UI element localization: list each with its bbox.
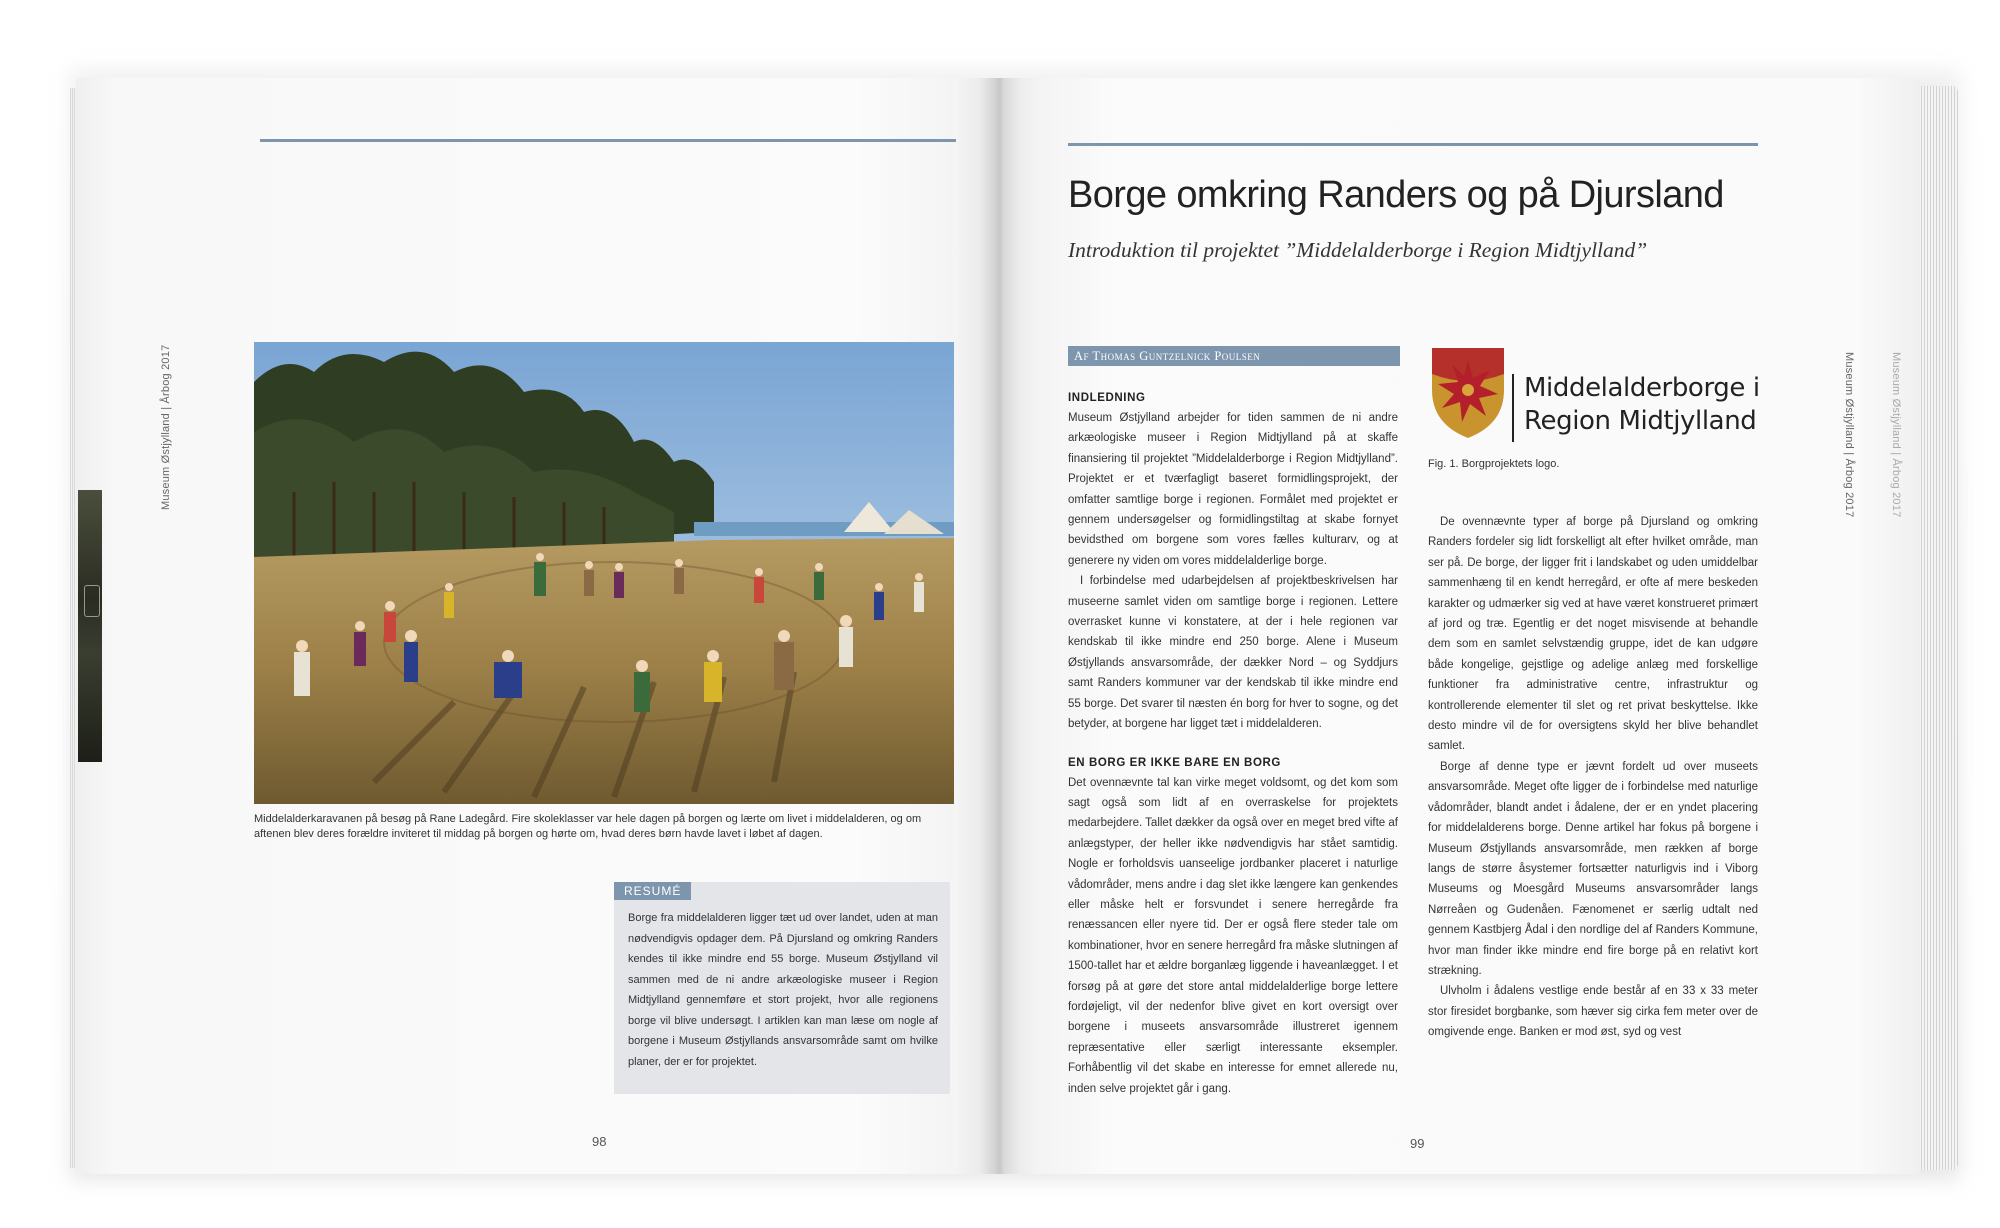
resume-box: [614, 882, 950, 1094]
paragraph: Ulvholm i ådalens vestlige ende består af en 33 x 33 meter stor firesidet borgbanke, som hæver sig cirka fem meter over de omgivende enge. Banken er mod øst, syd og vest: [1428, 985, 1758, 1039]
article-subtitle: Introduktion til projektet ”Middelalderborge i Region Midtjylland”: [1068, 238, 1648, 262]
running-head-right: Museum Østjylland | Årbog 2017: [1843, 352, 1855, 518]
resume-heading: RESUMÉ: [614, 882, 691, 900]
photo-rane-ladegaard: [254, 342, 954, 804]
logo-line-2: Region Midtjylland: [1524, 406, 1757, 436]
page-number-right: 99: [1410, 1136, 1425, 1151]
paragraph: Museum Østjylland arbejder for tiden sammen de ni andre arkæologiske museer i Region Midtjylland på at skaffe finansiering til projektet ”Middelalderborge i Region Midtjylland”. Projektet er et tværfagligt baseret formidlingsprojekt, der omfatter samtlige borge i regionen. Formålet med projektet er gennem undersøgelser og formidlingstiltag at skabe fornyet bevidsthed om borgene som vores fælles kulturarv, og at generere ny viden om vores middelalderlige borge.: [1068, 412, 1398, 567]
thumb-image-sliver: [78, 490, 102, 762]
text-column-1: [1068, 388, 1398, 1095]
paragraph: Det ovennævnte tal kan virke meget voldsomt, og det kom som sagt også som lidt af en overraskelse for projektets medarbejdere. Tallet dækker da også over en meget bred vifte af anlægstyper, der heller ikke nødvendigvis har stået samtidig. Nogle er forholdsvis uanseelige jordbanker placeret i naturlige vådområder, mens andre i dag slet ikke længere kan genkendes eller måske helt er forsvundet i senere herregårde fra renæssancen eller nyere tid. Der er også flere steder tale om kombinationer, hvor en senere herregård fra måske slutningen af 1500-tallet har et ældre borganlæg liggende i haveanlægget. I et forsøg på at gøre det store antal middelalderlige borge lettere fordøjeligt, vil der nedenfor blive givet en kort oversigt over borgene i museets ansvarsområde illustreret igennem repræsentative eller særligt interessante eksempler. Forhåbentlig vil det skabe en interesse for emnet allerede nu, inden selve projektet går i gang.: [1068, 776, 1398, 1095]
page-number-left: 98: [592, 1134, 607, 1149]
author-bar: Af Thomas Guntzelnick Poulsen: [1068, 346, 1400, 366]
photo-caption: Middelalderkaravanen på besøg på Rane Ladegård. Fire skoleklasser var hele dagen på borgen og lærte om livet i middelalderen, og om aftenen blev deres forældre inviteret til middag på borgen og hørte om, hvad deres børn havde lavet i løbet af dagen.: [254, 813, 922, 840]
logo-line-1: Middelalderborge i: [1524, 373, 1760, 403]
running-head-next-page: Museum Østjylland | Årbog 2017: [1890, 352, 1902, 518]
paragraph: I forbindelse med udarbejdelsen af projektbeskrivelsen har museerne samlet viden om samtlige borge i regionen. Lettere overrasket kunne vi konstatere, at der i hele regionen var kendskab til ikke mindre end 250 borge. Alene i Museum Østjyllands ansvarsområde, der dækker Nord – og Syddjurs samt Randers kommuner var der kendskab til ikke mindre end 55 borge. Det svarer til næsten én borg for hver to sogne, og det betyder, at borgene har ligget tæt i middelalderen.: [1068, 575, 1398, 731]
section-heading-indledning: INDLEDNING: [1068, 392, 1146, 404]
logo-text: [1524, 372, 1760, 438]
page-stack-right: [1918, 86, 1958, 1170]
top-rule-left: [260, 139, 956, 142]
resume-text: Borge fra middelalderen ligger tæt ud over landet, uden at man nødvendigvis opdager dem. På Djursland og omkring Randers kendes til ikke mindre end 55 borge. Museum Østjylland vil sammen med de ni andre arkæologiske museer i Region Midtjylland gennemføre et stort projekt, hvor alle regionens borge vil blive undersøgt. I artiklen kan man læse om nogle af borgene i Museum Østjyllands ansvarsområde samt om hvilke planer, der er for projektet.: [628, 912, 938, 1068]
top-rule-right: [1068, 143, 1758, 146]
gutter-shadow: [980, 78, 1020, 1174]
logo-divider: [1512, 374, 1514, 442]
paragraph: De ovennævnte typer af borge på Djursland og omkring Randers fordeler sig lidt forskelligt alt efter hvilket område, man ser på. De borge, der ligger frit i landskabet og uden umiddelbar sammenhæng til en kendt herregård, er ofte af mere beskeden karakter og udmærker sig ved at have været konstrueret primært af jord og træ. Egentlig er det noget misvisende at behandle dem som en samlet selvstændig gruppe, idet de kan udgøre både kongelige, gejstlige og adelige anlæg med forskellige funktioner fra administrative centre, infrastruktur og kontrollerende elementer til slet og ret privat beskyttelse. Ikke desto mindre vil de for oversigtens skyld her blive behandlet samlet.: [1428, 516, 1758, 753]
shield-star-icon: [1428, 344, 1508, 440]
running-head-left: Museum Østjylland | Årbog 2017: [160, 344, 172, 510]
text-column-2: [1428, 512, 1758, 1043]
project-logo: [1428, 344, 1768, 440]
paragraph: Borge af denne type er jævnt fordelt ud over museets ansvarsområde. Meget ofte ligger de i forbindelse med naturlige vådområder, blandt andet i ådalene, der er en yndet placering for middelalderens borge. Denne artikel har fokus på borgene i Museum Østjyllands ansvarsområde, men rækken af borge langs de større åsystemer fortsætter naturligvis ind i Viborg Museums og Moesgård Museums ansvarsområder langs Nørreåen og Gudenåen. Fænomenet er særlig udtalt ned gennem Kastbjerg Ådal i den nordlige del af Randers Kommune, hvor man finder ikke mindre end fire borge på en relativt kort strækning.: [1428, 760, 1758, 977]
photo-illustration: [254, 342, 954, 804]
section-heading-en-borg: EN BORG ER IKKE BARE EN BORG: [1068, 756, 1281, 769]
figure-caption: Fig. 1. Borgprojektets logo.: [1428, 458, 1560, 470]
article-title: Borge omkring Randers og på Djursland: [1068, 174, 1724, 216]
